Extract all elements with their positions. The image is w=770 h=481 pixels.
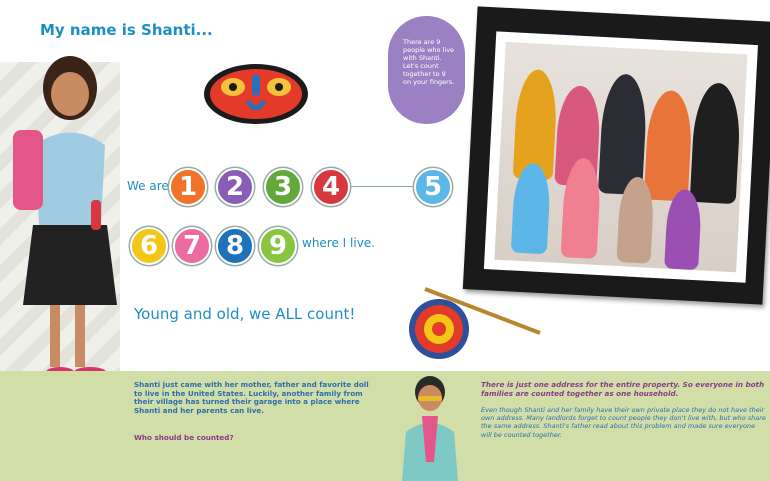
family-photo-frame [463, 6, 770, 304]
page-title: My name is Shanti... [40, 21, 213, 39]
number-circle-6: 6 [130, 227, 168, 265]
number-circle-9: 9 [259, 227, 297, 265]
number-circle-8: 8 [216, 227, 254, 265]
grandmother-illustration [400, 372, 460, 481]
mask-icon [203, 63, 310, 125]
shanti-illustration [5, 50, 125, 390]
tagline: Young and old, we ALL count! [134, 305, 356, 323]
family-photo [494, 42, 747, 272]
number-circle-3: 3 [264, 168, 302, 206]
speech-bubble [388, 16, 465, 124]
connector-line [346, 186, 416, 187]
number-circle-4: 4 [312, 168, 350, 206]
where-i-live-label: where I live. [302, 236, 375, 250]
speech-bubble-text: There are 9 people who live with Shanti. Let's count together to 9 on your fingers. [403, 38, 455, 86]
number-circle-5: 5 [414, 168, 452, 206]
story-text: Shanti just came with her mother, father and favorite doll to live in the United States. Luckily, another family from their village has turned their garage into a place where Shanti and her parents can live. [134, 380, 369, 415]
we-are-label: We are [127, 179, 169, 193]
household-heading: There is just one address for the entire property. So everyone in both families are counted together as one household. [481, 380, 765, 398]
number-circle-7: 7 [173, 227, 211, 265]
number-circle-2: 2 [216, 168, 254, 206]
household-body: Even though Shanti and her family have their own private place they do not have their own address. Many landlords forget to count people they don't live with, but who share the same address. Shanti's father read about this problem and made sure everyone will be counted together. [481, 406, 766, 439]
question-text: Who should be counted? [134, 433, 234, 442]
rattle-toy-icon [405, 285, 545, 365]
number-circle-1: 1 [169, 168, 207, 206]
